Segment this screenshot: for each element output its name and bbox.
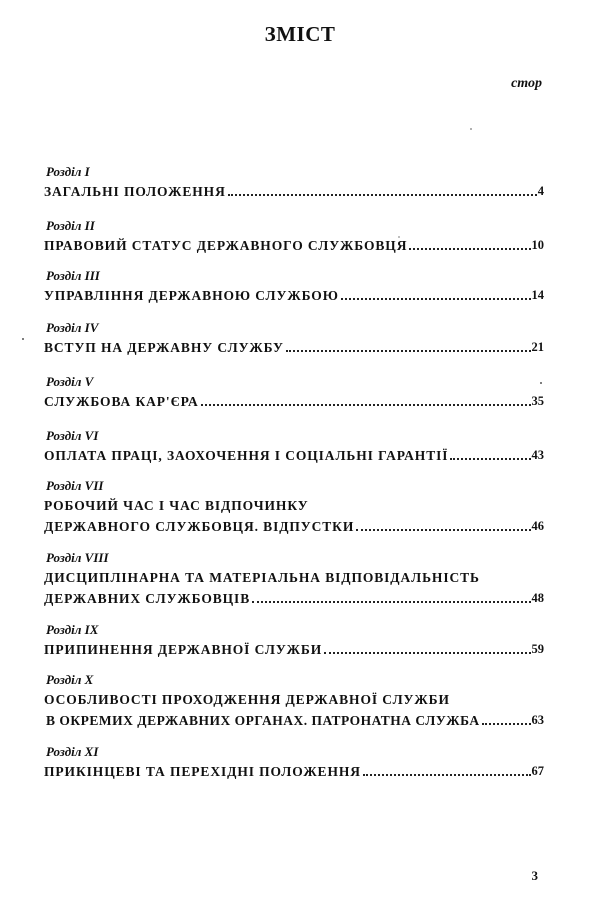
toc-entry[interactable] bbox=[44, 236, 544, 255]
dot-leader bbox=[409, 248, 530, 250]
toc-section-8 bbox=[44, 550, 544, 608]
scan-speck bbox=[540, 382, 542, 384]
toc-entry[interactable] bbox=[44, 517, 544, 536]
section-title: ЗАГАЛЬНІ ПОЛОЖЕННЯ bbox=[44, 184, 226, 199]
section-label: Розділ VII bbox=[46, 478, 104, 493]
page-title: ЗМІСТ bbox=[264, 22, 336, 46]
page-number: 35 bbox=[531, 394, 544, 408]
page-number: 43 bbox=[531, 448, 544, 462]
page-number: 67 bbox=[531, 764, 544, 778]
scan-speck bbox=[22, 338, 24, 340]
toc-section-2 bbox=[44, 218, 544, 255]
toc-entry-line[interactable] bbox=[44, 690, 544, 709]
section-title: УПРАВЛІННЯ ДЕРЖАВНОЮ СЛУЖБОЮ bbox=[44, 288, 339, 303]
section-label: Розділ V bbox=[46, 374, 94, 389]
scan-speck bbox=[398, 236, 400, 238]
toc-section-10 bbox=[44, 672, 544, 730]
toc-section-9 bbox=[44, 622, 544, 659]
page-number: 63 bbox=[531, 713, 544, 727]
section-title: ПРИПИНЕННЯ ДЕРЖАВНОЇ СЛУЖБИ bbox=[44, 642, 323, 657]
dot-leader bbox=[482, 723, 531, 725]
dot-leader bbox=[356, 529, 530, 531]
toc-section-5 bbox=[44, 374, 544, 411]
section-label: Розділ ІІІ bbox=[46, 268, 100, 283]
toc-section-11 bbox=[44, 744, 544, 781]
page-number: 59 bbox=[531, 642, 544, 656]
dot-leader bbox=[341, 298, 531, 300]
page-number: 4 bbox=[537, 184, 544, 198]
toc-entry[interactable] bbox=[44, 392, 544, 411]
scan-speck bbox=[470, 128, 472, 130]
page-number: 21 bbox=[531, 340, 544, 354]
toc-entry[interactable] bbox=[44, 640, 544, 659]
toc-section-4 bbox=[44, 320, 544, 357]
toc-section-7 bbox=[44, 478, 544, 536]
toc-section-3 bbox=[44, 268, 544, 305]
dot-leader bbox=[252, 601, 530, 603]
dot-leader bbox=[286, 350, 531, 352]
section-title-continued: ДЕРЖАВНОГО СЛУЖБОВЦЯ. ВІДПУСТКИ bbox=[44, 519, 355, 534]
toc-entry-line[interactable] bbox=[44, 568, 544, 587]
toc-entry-line[interactable] bbox=[44, 496, 544, 515]
dot-leader bbox=[201, 404, 531, 406]
section-title: ПРИКІНЦЕВІ ТА ПЕРЕХІДНІ ПОЛОЖЕННЯ bbox=[44, 764, 361, 779]
section-label: Розділ VIII bbox=[46, 550, 109, 565]
section-title-continued: ДЕРЖАВНИХ СЛУЖБОВЦІВ bbox=[44, 591, 251, 606]
section-label: Розділ І bbox=[46, 164, 90, 179]
page-number: 14 bbox=[531, 288, 544, 302]
pages-column-label: стор bbox=[511, 76, 542, 91]
page-number: 46 bbox=[531, 519, 544, 533]
footer-page-number: 3 bbox=[531, 868, 538, 883]
toc-entry[interactable] bbox=[44, 762, 544, 781]
section-title: ОПЛАТА ПРАЦІ, ЗАОХОЧЕННЯ І СОЦІАЛЬНІ ГАРАНТІЇ bbox=[44, 448, 449, 463]
toc-section-1 bbox=[44, 164, 544, 201]
dot-leader bbox=[450, 458, 530, 460]
section-label: Розділ IV bbox=[46, 320, 99, 335]
toc-section-6 bbox=[44, 428, 544, 465]
toc-entry[interactable] bbox=[44, 286, 544, 305]
dot-leader bbox=[324, 652, 530, 654]
section-label: Розділ ІХ bbox=[46, 622, 99, 637]
section-title-continued: В ОКРЕМИХ ДЕРЖАВНИХ ОРГАНАХ. ПАТРОНАТНА СЛУЖБА bbox=[46, 713, 480, 728]
section-title: ДИСЦИПЛІНАРНА ТА МАТЕРІАЛЬНА ВІДПОВІДАЛЬНІСТЬ bbox=[44, 570, 480, 585]
page-number: 48 bbox=[531, 591, 544, 605]
section-title: ОСОБЛИВОСТІ ПРОХОДЖЕННЯ ДЕРЖАВНОЇ СЛУЖБИ bbox=[44, 692, 450, 707]
dot-leader bbox=[363, 774, 531, 776]
toc-entry[interactable] bbox=[44, 338, 544, 357]
section-title: ПРАВОВИЙ СТАТУС ДЕРЖАВНОГО СЛУЖБОВЦЯ bbox=[44, 238, 408, 253]
toc-entry[interactable] bbox=[44, 182, 544, 201]
section-label: Розділ Х bbox=[46, 672, 94, 687]
section-label: Розділ ІІ bbox=[46, 218, 95, 233]
section-title: СЛУЖБОВА КАР'ЄРА bbox=[44, 394, 199, 409]
section-label: Розділ ХІ bbox=[46, 744, 99, 759]
section-title: ВСТУП НА ДЕРЖАВНУ СЛУЖБУ bbox=[44, 340, 284, 355]
toc-entry[interactable] bbox=[44, 589, 544, 608]
toc-entry[interactable] bbox=[44, 711, 544, 730]
section-label: Розділ VI bbox=[46, 428, 99, 443]
dot-leader bbox=[228, 194, 537, 196]
toc-entry[interactable] bbox=[44, 446, 544, 465]
page-number: 10 bbox=[531, 238, 544, 252]
section-title: РОБОЧИЙ ЧАС І ЧАС ВІДПОЧИНКУ bbox=[44, 498, 309, 513]
